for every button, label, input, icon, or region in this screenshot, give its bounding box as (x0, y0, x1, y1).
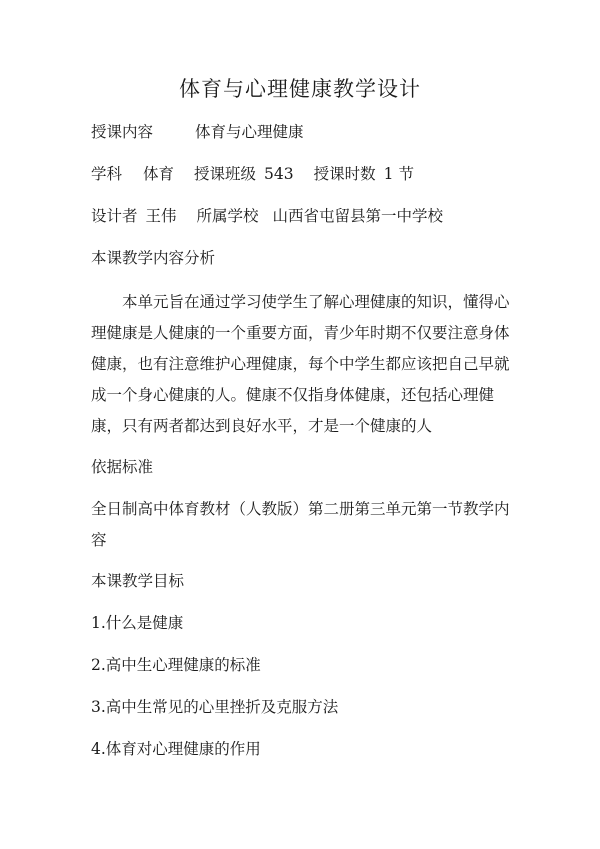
objective-item: 1.什么是健康 (91, 614, 184, 632)
analysis-line: 健康，也有注意维护心理健康，每个中学生都应该把自己早就 (91, 355, 510, 373)
course-label: 授课内容 (91, 123, 154, 141)
objectives-heading: 本课教学目标 (91, 572, 185, 590)
class-value: 543 (264, 165, 294, 183)
analysis-heading: 本课教学内容分析 (91, 249, 216, 267)
designer-row (91, 204, 443, 228)
basis-line: 全日制高中体育教材（人教版）第二册第三单元第一节教学内 (91, 500, 510, 518)
objective-item: 3.高中生常见的心里挫折及克服方法 (91, 698, 339, 716)
document-title: 体育与心理健康教学设计 (179, 77, 421, 101)
course-row (91, 120, 304, 144)
course-value: 体育与心理健康 (195, 123, 304, 141)
analysis-line: 成一个身心健康的人。健康不仅指身体健康，还包括心理健 (91, 386, 495, 404)
analysis-line: 康，只有两者都达到良好水平，才是一个健康的人 (91, 417, 433, 435)
objective-item: 2.高中生心理健康的标准 (91, 656, 261, 674)
analysis-paragraph (91, 287, 511, 442)
objective-item: 4.体育对心理健康的作用 (91, 740, 261, 758)
designer-label: 设计者 (91, 207, 138, 225)
analysis-line: 本单元旨在通过学习使学生了解心理健康的知识，懂得心 (122, 293, 510, 311)
class-label: 授课班级 (194, 165, 257, 183)
school-label: 所属学校 (196, 207, 259, 225)
basis-paragraph (91, 494, 511, 556)
subject-value: 体育 (143, 165, 175, 183)
hours-value: 1 节 (383, 165, 414, 183)
subject-row (91, 162, 414, 186)
hours-label: 授课时数 (313, 165, 376, 183)
basis-heading: 依据标准 (91, 458, 154, 476)
school-value: 山西省屯留县第一中学校 (272, 207, 444, 225)
subject-label: 学科 (91, 165, 123, 183)
basis-line: 容 (91, 531, 107, 549)
analysis-line: 理健康是人健康的一个重要方面，青少年时期不仅要注意身体 (91, 324, 510, 342)
designer-value: 王伟 (145, 207, 177, 225)
